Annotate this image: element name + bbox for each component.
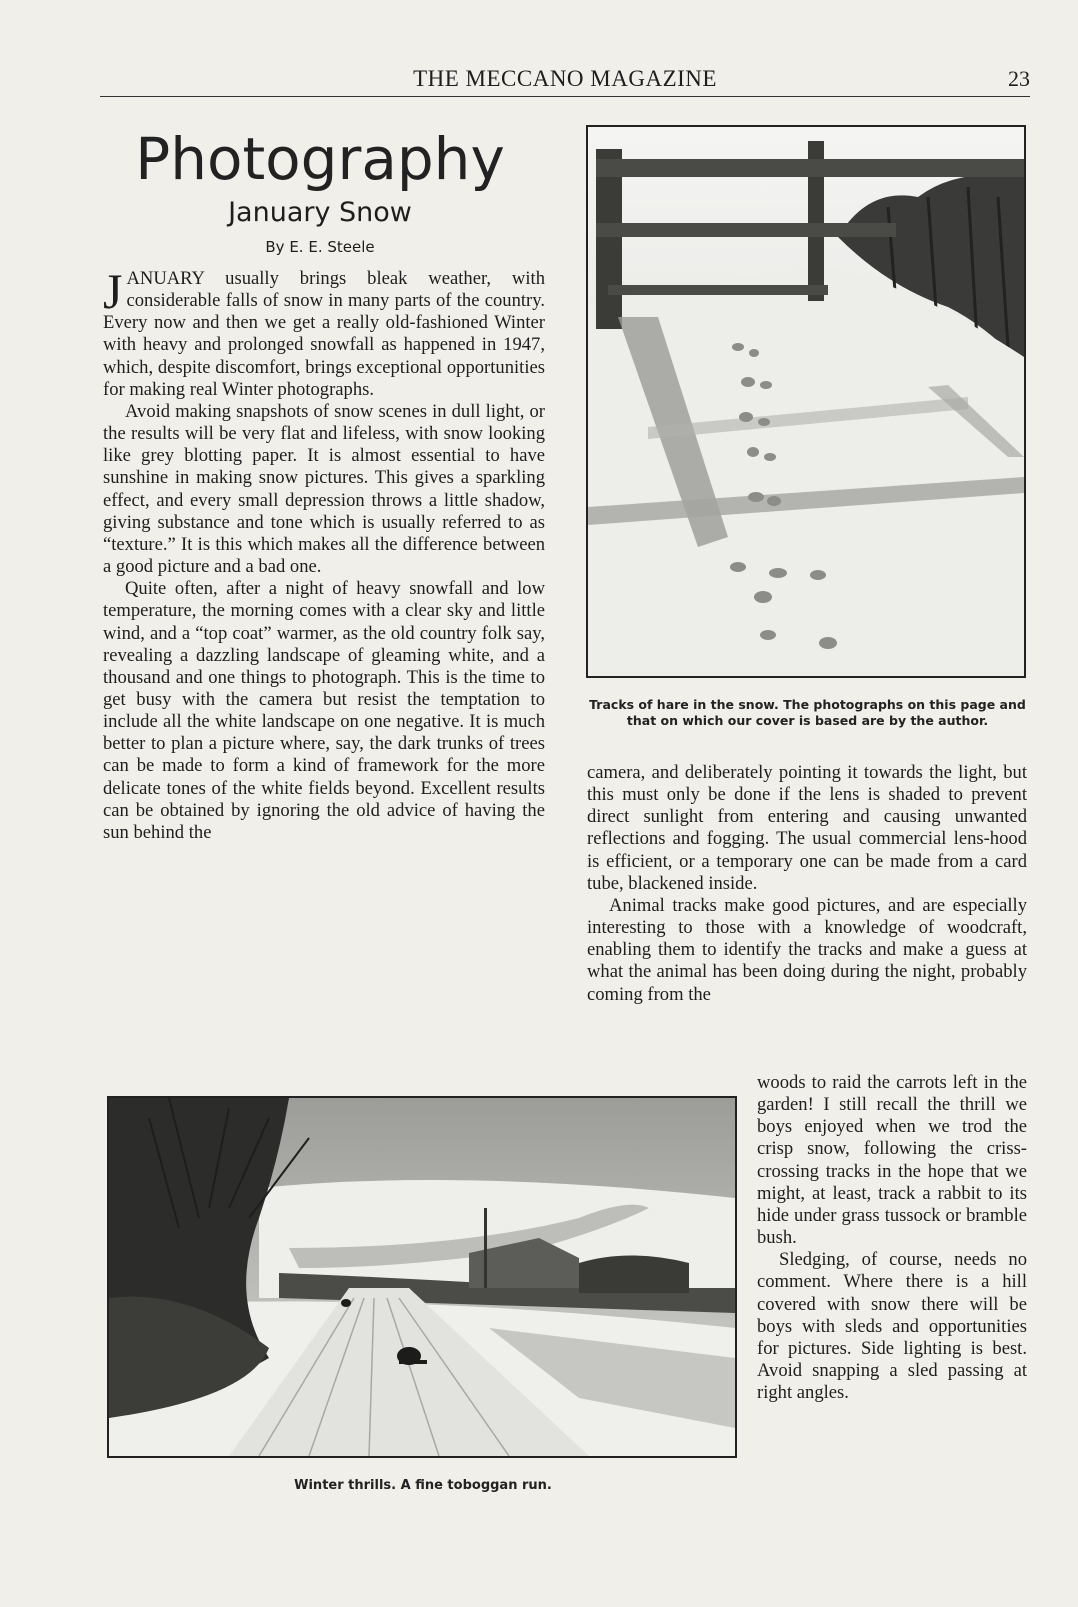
- right-column: [587, 762, 1027, 1006]
- paragraph: camera, and deliberately pointing it towards the light, but this must only be done if the lens is shaded to prevent direct sunlight from entering and causing unwanted reflections and fogging. The usual commercial lens-hood is efficient, or a temporary one can be made from a card tube, blackened inside.: [587, 762, 1027, 894]
- paragraph: Avoid making snapshots of snow scenes in dull light, or the results will be very flat and lifeless, with snow looking like grey blotting paper. It is almost essential to have sunshine in making snow pictures. This gives a sparkling effect, and every small depression throws a little shadow, giving substance and tone which is usually referred to as “texture.” It is this which makes all the difference between a good picture and a bad one.: [103, 400, 545, 578]
- paragraph: JANUARY usually brings bleak weather, with considerable falls of snow in many parts of the country. Every now and then we get a really old-fashioned Winter with heavy and prolonged snowfall as happened in 1947, which, despite discomfort, brings exceptional opportunities for making real Winter photographs.: [103, 263, 545, 400]
- paragraph: Sledging, of course, needs no comment. Where there is a hill covered with snow there will be boys with sleds and opportunities for pictures. Side lighting is best. Avoid snapping a sled passing at right angles.: [757, 1249, 1027, 1404]
- left-column: [103, 263, 545, 844]
- article-subtitle: January Snow: [228, 197, 412, 228]
- page-number: 23: [1008, 66, 1030, 91]
- toboggan-hill-photo: [107, 1096, 737, 1458]
- running-head: [100, 62, 1030, 97]
- magazine-title: THE MECCANO MAGAZINE: [413, 66, 717, 91]
- paragraph: woods to raid the carrots left in the garden! I still recall the thrill we boys enjoyed when we trod the crisp snow, following the criss-crossing tracks in the hope that we might, at least, track a rabbit to its hide under grass tussock or bramble bush.: [757, 1072, 1027, 1249]
- paragraph: Quite often, after a night of heavy snowfall and low temperature, the morning comes with a clear sky and little wind, and a “top coat” warmer, as the old country folk say, revealing a dazzling landscape of gleaming white, and a thousand and one things to photograph. This is the time to get busy with the camera but resist the temptation to include all the white landscape on one negative. It is much better to plan a picture where, say, the dark trunks of trees can be made to form a kind of framework for the more delicate tones of the white fields beyond. Excellent results can be obtained by ignoring the old advice of having the sun behind the: [103, 578, 545, 843]
- narrow-column: [757, 1072, 1027, 1404]
- photo-caption-hare: Tracks of hare in the snow. The photographs on this page and that on which our cover is based are by the author.: [589, 697, 1026, 728]
- drop-cap: J: [103, 263, 123, 319]
- snow-fence-photo: [586, 125, 1026, 678]
- article-byline: By E. E. Steele: [265, 238, 375, 256]
- photo-caption-toboggan: Winter thrills. A fine toboggan run.: [294, 1478, 552, 1493]
- paragraph: Animal tracks make good pictures, and are especially interesting to those with a knowledge of woodcraft, enabling them to identify the tracks and make a guess at what the animal has been doing during the night, probably coming from the: [587, 894, 1027, 1005]
- article-title: Photography: [135, 125, 505, 193]
